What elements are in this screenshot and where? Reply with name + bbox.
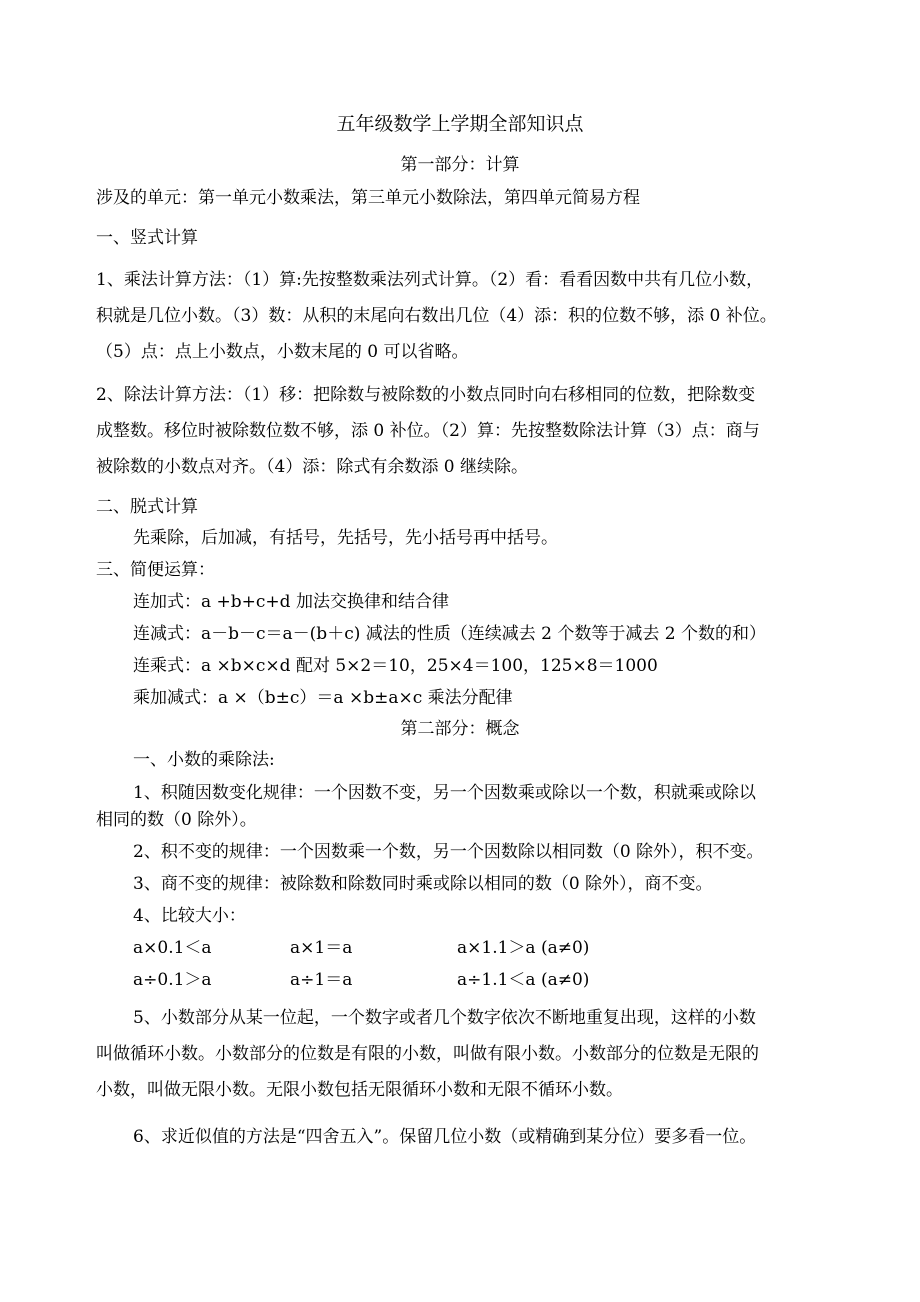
concept-line: 叫做循环小数。小数部分的位数是有限的小数，叫做有限小数。小数部分的位数是无限的	[96, 1044, 759, 1064]
div-method-line: 2、除法计算方法：（1）移：把除数与被除数的小数点同时向右移相同的位数，把除数变	[96, 385, 756, 405]
div-method-line: 成整数。移位时被除数位数不够，添 0 补位。（2）算：先按整数除法计算（3）点：商与	[96, 421, 760, 441]
mul-method-line: 积就是几位小数。（3）数：从积的末尾向右数出几位（4）添：积的位数不够，添 0 补位。	[96, 306, 777, 326]
concept-line: 5、小数部分从某一位起，一个数字或者几个数字依次不断地重复出现，这样的小数	[133, 1008, 756, 1028]
section-vertical-calc: 一、竖式计算	[96, 228, 198, 248]
concept-line: 4、比较大小：	[133, 906, 246, 926]
page-title: 五年级数学上学期全部知识点	[336, 113, 584, 135]
simple-op-item: 连减式：a－b－c＝a－(b＋c) 减法的性质（连续减去 2 个数等于减去 2 个数的和）	[133, 624, 766, 644]
section-decimal-muldiv: 一、小数的乘除法:	[133, 750, 275, 770]
units-line: 涉及的单元：第一单元小数乘法，第三单元小数除法，第四单元简易方程	[96, 188, 640, 208]
concept-line: 相同的数（0 除外）。	[96, 810, 257, 830]
compare-cell: a÷1＝a	[290, 970, 353, 990]
concept-line: 1、积随因数变化规律：一个因数不变，另一个因数乘或除以一个数，积就乘或除以	[133, 783, 756, 803]
concept-line: 3、商不变的规律：被除数和除数同时乘或除以相同的数（0 除外），商不变。	[133, 874, 713, 894]
step-calc-rule: 先乘除，后加减，有括号，先括号，先小括号再中括号。	[133, 528, 558, 548]
concept-line: 小数，叫做无限小数。无限小数包括无限循环小数和无限不循环小数。	[96, 1080, 623, 1100]
simple-op-item: 连加式：a +b+c+d 加法交换律和结合律	[133, 592, 449, 612]
part1-heading: 第一部分：计算	[400, 155, 520, 175]
div-method-line: 被除数的小数点对齐。（4）添：除式有余数添 0 继续除。	[96, 457, 528, 477]
compare-cell: a÷1.1＜a (a≠0)	[457, 970, 590, 990]
compare-cell: a×1.1＞a (a≠0)	[457, 938, 590, 958]
compare-cell: a÷0.1＞a	[133, 970, 212, 990]
compare-cell: a×0.1＜a	[133, 938, 212, 958]
concept-line: 2、积不变的规律：一个因数乘一个数，另一个因数除以相同数（0 除外），积不变。	[133, 842, 764, 862]
simple-op-item: 乘加减式：a ×（b±c）＝a ×b±a×c 乘法分配律	[133, 688, 513, 708]
concept-line: 6、求近似值的方法是“四舍五入”。保留几位小数（或精确到某分位）要多看一位。	[133, 1127, 757, 1147]
mul-method-line: （5）点：点上小数点，小数末尾的 0 可以省略。	[96, 342, 469, 362]
mul-method-line: 1、乘法计算方法：（1）算:先按整数乘法列式计算。（2）看：看看因数中共有几位小数，	[96, 270, 764, 290]
section-step-calc: 二、脱式计算	[96, 497, 198, 517]
compare-cell: a×1＝a	[290, 938, 353, 958]
part2-heading: 第二部分：概念	[400, 719, 520, 739]
section-simple-ops: 三、简便运算：	[96, 560, 215, 580]
simple-op-item: 连乘式：a ×b×c×d 配对 5×2＝10，25×4＝100，125×8＝1000	[133, 656, 658, 676]
